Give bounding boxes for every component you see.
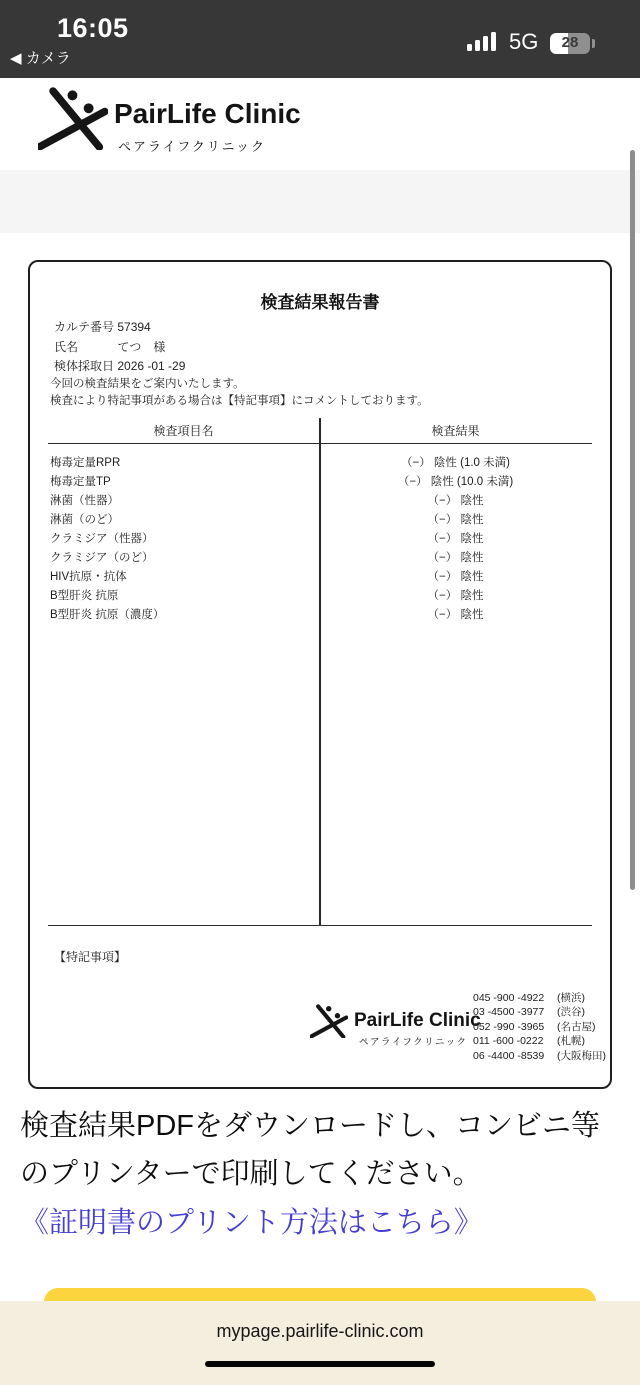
pairlife-logo-icon <box>38 86 108 150</box>
test-item: B型肝炎 抗原（濃度） <box>50 609 165 621</box>
table-row <box>30 511 610 530</box>
phone-number: 011 -600 -0222 <box>473 1035 544 1048</box>
status-bar <box>0 0 640 78</box>
header-divider-band <box>0 170 640 233</box>
table-row <box>30 473 610 492</box>
phone-row <box>473 1034 606 1048</box>
clinic-phone-list <box>473 991 606 1063</box>
phone-location: (渋谷) <box>557 1006 585 1019</box>
meta-value: てつ 様 <box>117 339 166 354</box>
phone-number: 03 -4500 -3977 <box>473 1006 545 1019</box>
battery-percent: 28 <box>561 34 579 51</box>
test-item: クラミジア（のど） <box>50 552 154 564</box>
test-item: 淋菌（のど） <box>50 514 119 526</box>
footer-brand-name: PairLife Clinic <box>354 1010 481 1031</box>
test-result: （−） 陰性 <box>427 590 484 602</box>
home-indicator[interactable] <box>205 1361 435 1367</box>
site-header <box>0 78 640 170</box>
test-item: HIV抗原・抗体 <box>50 571 127 583</box>
test-item: 梅毒定量TP <box>50 476 111 488</box>
battery-nub <box>592 39 595 48</box>
phone-number: 052 -990 -3965 <box>473 1020 545 1033</box>
report-meta <box>54 318 185 377</box>
address-bar[interactable]: mypage.pairlife-clinic.com <box>216 1321 424 1341</box>
phone-number: 06 -4400 -8539 <box>473 1049 545 1062</box>
phone-row <box>473 991 606 1005</box>
phone-row <box>473 1049 606 1063</box>
test-item: 梅毒定量RPR <box>50 457 121 469</box>
pairlife-logo-icon-small <box>310 1004 348 1038</box>
brand-subtitle: ペアライフクリニック <box>118 139 267 154</box>
print-instructions-text: 検査結果PDFをダウンロードし、コンビニ等のプリンターで印刷してください。 <box>20 1110 601 1190</box>
browser-toolbar <box>0 1301 640 1385</box>
meta-row-chart-number <box>54 318 185 338</box>
phone-row <box>473 1005 606 1019</box>
test-result: （−） 陰性 <box>427 514 484 526</box>
phone-location: (札幌) <box>557 1035 585 1048</box>
test-result: （−） 陰性 (1.0 未満) <box>401 457 510 469</box>
brand-name: PairLife Clinic <box>114 98 301 129</box>
intro-line: 今回の検査結果をご案内いたします。 <box>50 378 245 390</box>
phone-location: (大阪梅田) <box>557 1049 606 1062</box>
special-notes-label: 【特記事項】 <box>54 950 127 964</box>
report-intro <box>50 376 429 409</box>
meta-label: 氏名 <box>54 339 79 354</box>
phone-number: 045 -900 -4922 <box>473 992 545 1004</box>
report-title: 検査結果報告書 <box>260 293 380 312</box>
phone-location: (横浜) <box>557 992 585 1004</box>
test-result: （−） 陰性 <box>427 609 484 621</box>
test-result: （−） 陰性 <box>427 571 484 583</box>
column-header-item: 検査項目名 <box>153 424 214 438</box>
table-row <box>30 606 610 625</box>
meta-label: カルテ番号 <box>54 320 115 334</box>
table-row <box>30 549 610 568</box>
cellular-signal-icon <box>467 32 500 51</box>
table-row <box>30 587 610 606</box>
test-item: B型肝炎 抗原 <box>50 590 119 602</box>
meta-row-sample-date <box>54 357 185 377</box>
page-scrollbar[interactable] <box>630 150 635 890</box>
table-row <box>30 454 610 473</box>
table-row <box>30 530 610 549</box>
footer-brand-subtitle: ペアライフクリニック <box>359 1037 468 1048</box>
phone-row <box>473 1020 606 1034</box>
test-item: 淋菌（性器） <box>50 495 119 507</box>
table-row <box>30 568 610 587</box>
meta-row-name <box>54 338 185 358</box>
intro-line: 検査により特記事項がある場合は【特記事項】にコメントしております。 <box>50 394 429 407</box>
test-result: （−） 陰性 (10.0 未満) <box>397 476 514 488</box>
column-header-result: 検査結果 <box>431 424 480 438</box>
test-report-card <box>28 260 612 1089</box>
test-result: （−） 陰性 <box>427 495 484 507</box>
test-result: （−） 陰性 <box>427 552 484 564</box>
test-result: （−） 陰性 <box>427 533 484 545</box>
status-time: 16:05 <box>57 13 129 43</box>
phone-location: (名古屋) <box>557 1020 596 1033</box>
back-to-camera-link[interactable]: ◀ カメラ <box>10 50 71 67</box>
meta-value: 2026 -01 -29 <box>117 359 186 374</box>
battery-icon <box>550 33 590 54</box>
meta-value: 57394 <box>117 320 151 334</box>
network-type-label: 5G <box>509 29 539 54</box>
test-item: クラミジア（性器） <box>50 533 154 545</box>
print-howto-link[interactable]: 《証明書のプリント方法はこちら》 <box>20 1207 483 1239</box>
meta-label: 検体採取日 <box>54 359 115 374</box>
table-row <box>30 492 610 511</box>
table-bottom-line <box>48 925 592 926</box>
